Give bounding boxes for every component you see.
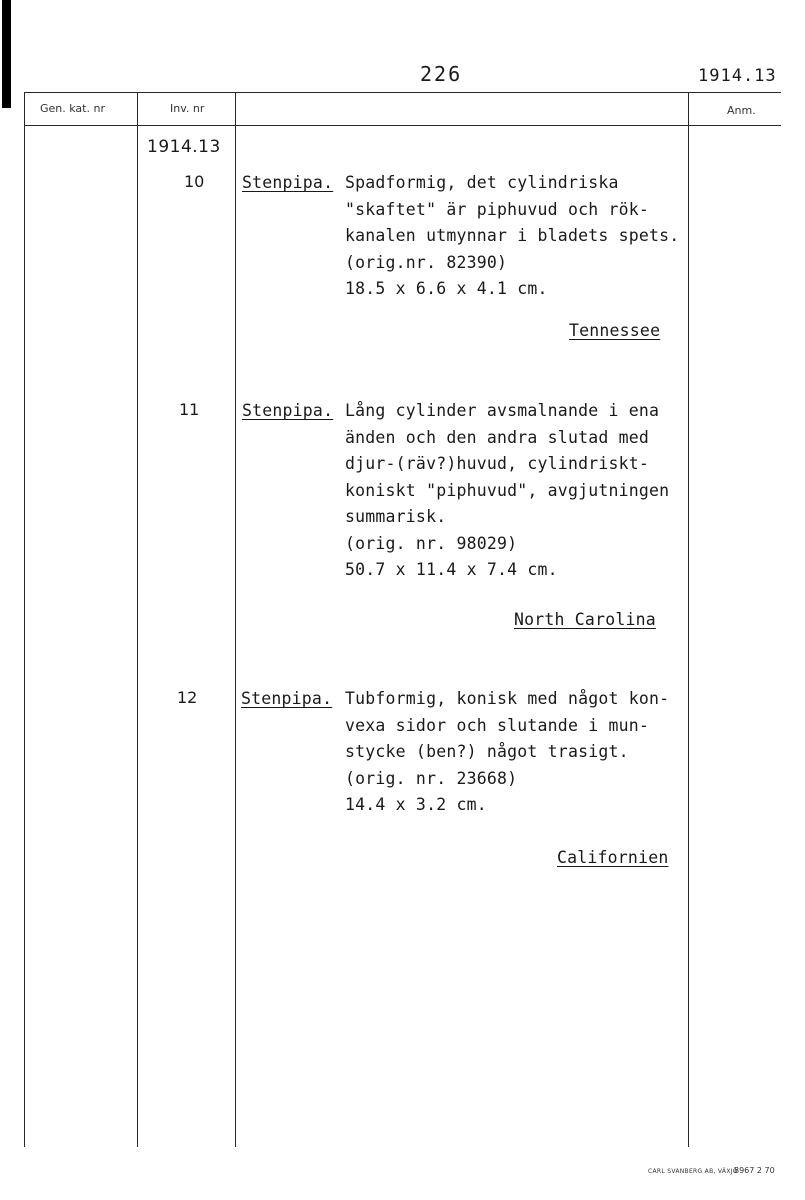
col-header-inv: Inv. nr [170,102,205,115]
col-header-gen: Gen. kat. nr [40,102,105,115]
description-line: (orig.nr. 82390) [345,252,508,272]
col-rule-desc [235,92,236,1147]
description-line: 14.4 x 3.2 cm. [345,795,487,814]
description-line: (orig. nr. 98029) [345,533,518,553]
entry-type: Stenpipa. [241,689,333,708]
entry-description [345,686,669,819]
description-line: änden och den andra slutad med [345,427,650,447]
description-line: kanalen utmynnar i bladets spets. [345,226,680,245]
description-line: vexa sidor och slutande i mun- [345,715,650,735]
entry-number: 12 [177,688,198,707]
binder-edge [2,0,11,108]
description-line: (orig. nr. 23668) [345,768,518,788]
col-header-anm: Anm. [727,104,756,117]
entry-description [345,398,669,584]
page-number: 226 [420,62,463,86]
description-line: djur-(räv?)huvud, cylindriskt- [345,454,650,473]
description-line: Spadformig, det cylindriska [345,173,619,192]
entry-number: 10 [184,172,205,191]
entry-place: Tennessee [569,321,661,340]
description-line: stycke (ben?) något trasigt. [345,742,629,761]
entry-place: North Carolina [514,610,656,629]
description-line: "skaftet" är piphuvud och rök- [345,199,650,219]
description-line: Tubformig, konisk med något kon- [345,689,670,708]
year-code: 1914.13 [698,66,777,86]
entry-type: Stenpipa. [242,173,334,192]
col-rule-inv [137,92,138,1147]
description-line: koniskt "piphuvud", avgjutningen [345,480,670,500]
printer-imprint: CARL SVANBERG AB, VÄXJÖ [648,1168,738,1175]
description-line: summarisk. [345,507,447,526]
inv-prefix: 1914.13 [147,137,221,157]
col-rule-gen [24,92,25,1147]
entry-place: Californien [557,848,669,867]
entry-type: Stenpipa. [242,401,334,420]
form-code: 8967 2 70 [734,1166,775,1175]
description-line: 50.7 x 11.4 x 7.4 cm. [345,560,558,579]
description-line: Lång cylinder avsmalnande i ena [345,401,660,420]
entry-number: 11 [179,400,200,419]
col-rule-anm [688,92,689,1147]
entry-description [345,170,679,303]
description-line: 18.5 x 6.6 x 4.1 cm. [345,279,548,298]
